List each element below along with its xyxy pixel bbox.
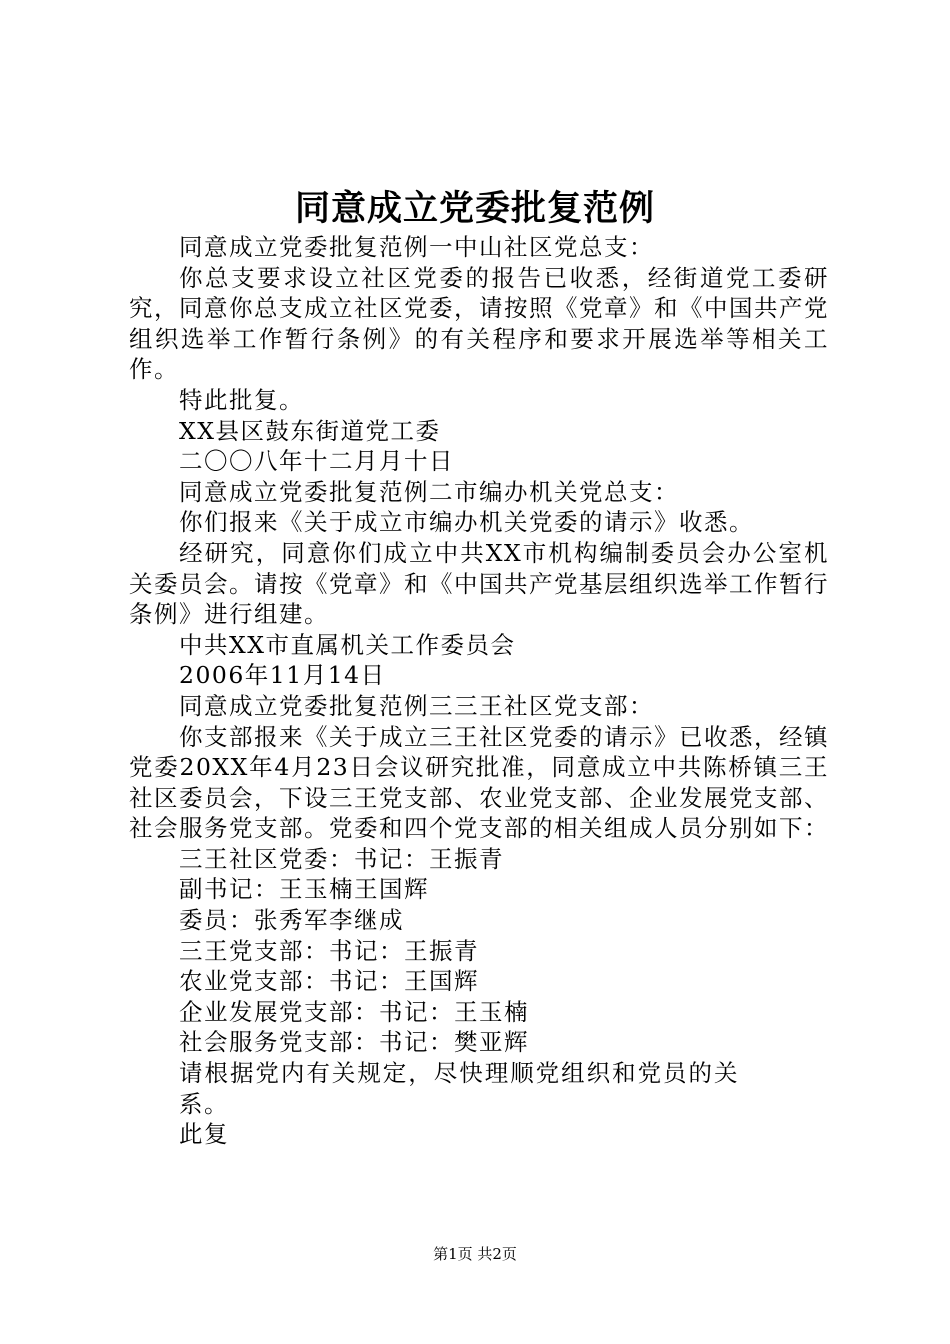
paragraph-3-instruction: 请根据党内有关规定，尽快理顺党组织和党员的关系。 <box>179 1059 739 1118</box>
member-line-4: 三王党支部：书记：王振青 <box>179 936 479 965</box>
paragraph-2-heading: 同意成立党委批复范例二市编办机关党总支： <box>179 477 679 506</box>
paragraph-1-closing: 特此批复。 <box>179 385 304 414</box>
paragraph-1-body: 你总支要求设立社区党委的报告已收悉，经街道党工委研究，同意你总支成立社区党委，请按照《党章》和《中国共产党组织选举工作暂行条例》的有关程序和要求开展选举等相关工作。 <box>129 263 829 384</box>
member-line-1: 三王社区党委：书记：王振青 <box>179 844 504 873</box>
paragraph-1-date: 二〇〇八年十二月月十日 <box>179 447 454 476</box>
member-line-3: 委员：张秀军李继成 <box>179 906 404 935</box>
paragraph-2-body-b: 经研究，同意你们成立中共XX市机构编制委员会办公室机关委员会。请按《党章》和《中国共产党基层组织选举工作暂行条例》进行组建。 <box>129 538 829 629</box>
paragraph-3-heading: 同意成立党委批复范例三三王社区党支部： <box>179 691 654 720</box>
member-line-2: 副书记：王玉楠王国辉 <box>179 875 429 904</box>
paragraph-2-body-a: 你们报来《关于成立市编办机关党委的请示》收悉。 <box>179 508 754 537</box>
paragraph-1-heading: 同意成立党委批复范例一中山社区党总支： <box>179 233 654 261</box>
paragraph-2-date: 2006年11月14日 <box>179 661 386 690</box>
member-line-6: 企业发展党支部：书记：王玉楠 <box>179 997 529 1026</box>
member-line-7: 社会服务党支部：书记：樊亚辉 <box>179 1028 529 1057</box>
paragraph-3-closing: 此复 <box>179 1120 229 1149</box>
member-line-5: 农业党支部：书记：王国辉 <box>179 967 479 996</box>
document-title: 同意成立党委批复范例 <box>294 188 655 229</box>
paragraph-2-signatory: 中共XX市直属机关工作委员会 <box>179 630 516 659</box>
page-footer: 第1页 共2页 <box>433 1245 517 1263</box>
paragraph-1-signatory: XX县区鼓东街道党工委 <box>179 416 441 445</box>
document-body <box>129 232 829 1150</box>
paragraph-3-body: 你支部报来《关于成立三王社区党委的请示》已收悉，经镇党委20XX年4月23日会议研究批准，同意成立中共陈桥镇三王社区委员会，下设三王党支部、农业党支部、企业发展党支部、社会服务党支部。党委和四个党支部的相关组成人员分别如下： <box>129 722 829 843</box>
